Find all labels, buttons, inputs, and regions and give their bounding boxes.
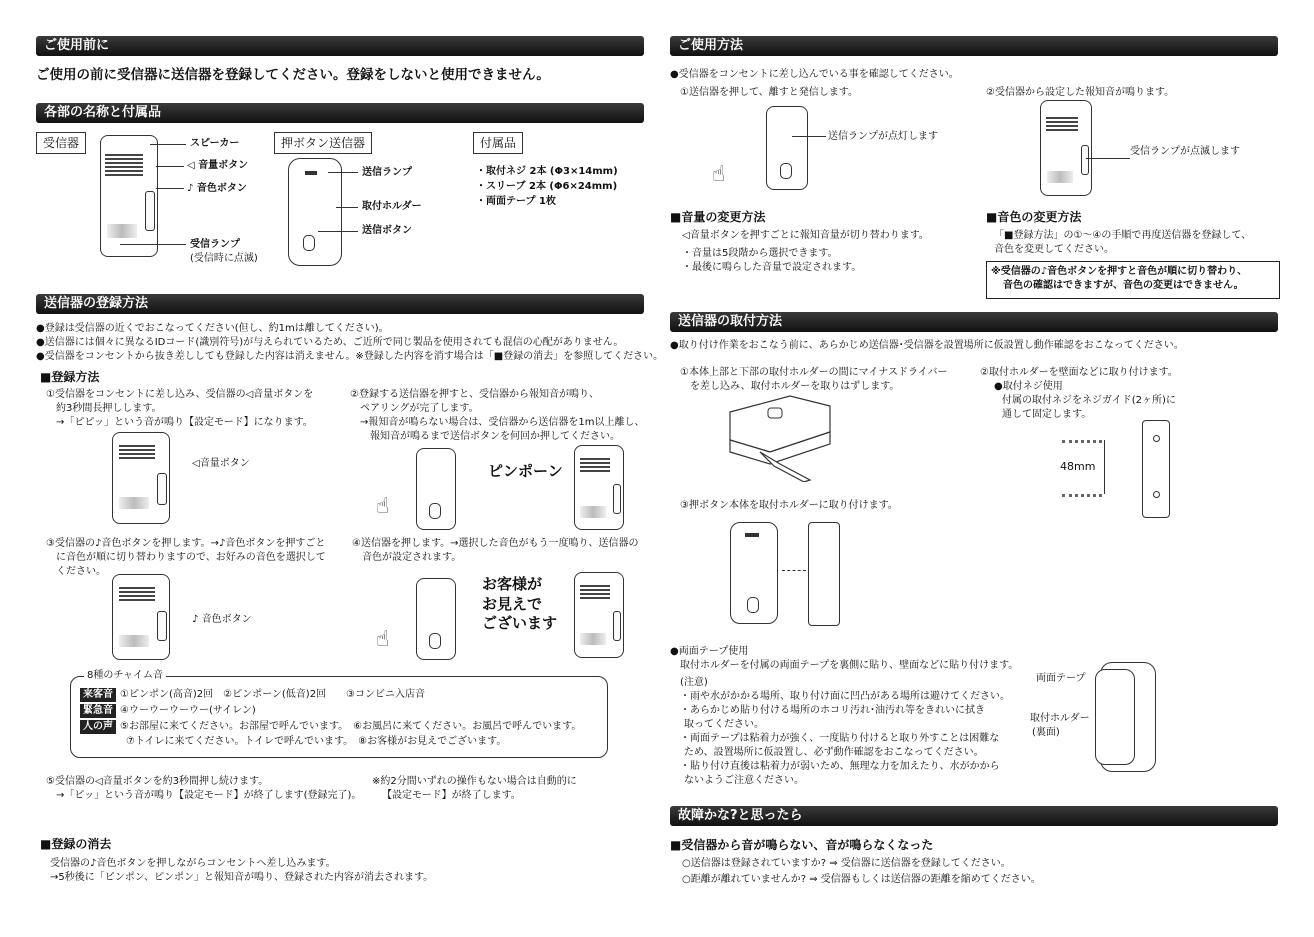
tape-line5: 取ってください。	[684, 719, 764, 730]
tone-note-line1	[991, 265, 1275, 279]
reg-bullet-2: ●送信器には個々に異なるIDコード(識別符号)が与えられているため、ご近所で同じ製品を使用されても混信の心配がありません。	[36, 337, 624, 348]
tape-layer	[1095, 669, 1135, 765]
speaker-label: スピーカー	[190, 138, 240, 149]
tape-line0: ●両面テープ使用	[670, 646, 749, 657]
hand-icon: ☝	[376, 627, 390, 652]
erase-title: ■登録の消去	[40, 837, 112, 851]
registration-header: 送信器の登録方法	[36, 294, 644, 314]
step2-receiver	[574, 445, 624, 530]
accessory-box: 付属品	[473, 132, 523, 154]
step1-line3: →「ピピッ」という音が鳴り【設定モード】になります。	[56, 417, 313, 428]
note-icon: ♪	[192, 614, 199, 625]
reg-bullet-1: ●登録は受信器の近くでおこなってください(但し、約1mは離してください)。	[36, 323, 389, 334]
trouble-item-1: ○送信器は登録されていますか? ⇒ 受信器に送信器を登録してください。	[682, 858, 1011, 869]
step2-line2: ペアリングが完了します。	[360, 403, 479, 414]
step3-label-text: 音色ボタン	[201, 614, 252, 625]
chime-title: 8種のチャイム音	[84, 669, 166, 683]
note-icon: ♪	[90, 858, 97, 869]
chime-tag: 人の声	[80, 720, 116, 734]
screw-guide	[1153, 491, 1160, 498]
usage-step1: ①送信器を押して、離すと発信します。	[680, 87, 858, 98]
speaker-grille	[580, 458, 610, 472]
step3-line3: ください。	[56, 566, 106, 577]
step3-text-a: ③受信器の	[46, 538, 95, 549]
mount-s2-line3: 付属の取付ネジをネジガイド(2ヶ所)に	[1002, 395, 1176, 406]
dimension-label: 48mm	[1060, 460, 1096, 473]
vol-line1	[682, 229, 929, 243]
step3-receiver	[112, 574, 170, 660]
speaker-grille	[119, 445, 155, 459]
chime-row-3	[80, 720, 581, 734]
mount-s1-line2: を差し込み、取付ホルダーを取りはずします。	[690, 381, 900, 392]
pushbutton-box: 押ボタン送信器	[274, 132, 372, 154]
transmit-lamp	[745, 533, 759, 537]
trouble-item-2: ○距離が離れていませんか? ⇒ 受信器もしくは送信器の距離を縮めてください。	[682, 874, 1041, 885]
accessory-3: ・両面テープ 1枚	[476, 196, 556, 207]
chime-tag: 来客音	[80, 688, 116, 702]
receiver-lamp	[1047, 171, 1073, 183]
usage-transmitter	[766, 106, 808, 190]
mount-s2-line4: 通して固定します。	[1002, 409, 1092, 420]
step2-line3: →報知音が鳴らない場合は、受信器から送信器を1m以上離し、	[360, 417, 645, 428]
trouble-header: 故障かな?と思ったら	[670, 806, 1278, 826]
chime-text: ④ウーウーウーウー(サイレン)	[120, 705, 256, 716]
transmit-button	[429, 633, 441, 649]
step1-label	[192, 457, 250, 471]
tone-note-line2: 音色の確認はできますが、音色の変更はできません。	[1003, 279, 1244, 291]
vol-text: 音量ボタンを押すごとに報知音量が切り替わります。	[689, 230, 929, 241]
step2-line4: 報知音が鳴るまで送信ボタンを何回か押してください。	[370, 431, 620, 442]
speaker-grille	[580, 585, 610, 599]
transmit-button	[747, 597, 759, 613]
tape-holder-illustration	[1100, 662, 1156, 772]
tape-line3: ・雨や水がかかる場所、取り付け面に凹凸がある場所は避けてください。	[680, 691, 1010, 702]
chime-row-2	[80, 704, 256, 718]
step2-sound: ピンポーン	[488, 462, 563, 480]
transmit-lamp-label: 送信ランプ	[362, 167, 412, 178]
chime-text: ①ピンポン(高音)2回 ②ピンポーン(低音)2回 ③コンビニ入店音	[120, 689, 426, 700]
mount-s2-line1: ②取付ホルダーを壁面などに取り付けます。	[980, 367, 1178, 378]
reg-bullet-3: ●受信器をコンセントから抜き差ししても登録した内容は消えません。※登録した内容を消す場合は「■登録の消去」を参照してください。	[36, 351, 664, 362]
chime-row-1	[80, 688, 425, 702]
step3-text-b: 音色ボタンを押します。→	[101, 538, 219, 549]
mount-s3: ③押ボタン本体を取付ホルダーに取り付けます。	[680, 500, 898, 511]
step2-transmitter	[416, 448, 456, 530]
transmit-button	[429, 503, 441, 519]
usage-intro: ●受信器をコンセントに差し込んでいる事を確認してください。	[670, 69, 959, 80]
receiver-button-strip	[157, 611, 167, 641]
erase-line1	[50, 857, 336, 871]
step1-text-b: 音量ボタンを	[253, 389, 314, 400]
erase-text-b: 音色ボタンを押しながらコンセントへ差し込みます。	[96, 858, 336, 869]
volume-icon: ◁	[192, 458, 200, 469]
step4-transmitter	[416, 578, 456, 660]
trouble-sub: ■受信器から音が鳴らない、音が鳴らなくなった	[670, 838, 934, 852]
step4-sound	[482, 575, 557, 634]
note-icon: ♪	[187, 183, 194, 194]
step4-receiver	[574, 572, 624, 658]
tone-note-box	[986, 261, 1280, 299]
usage-step2: ②受信器から設定した報知音が鳴ります。	[986, 87, 1175, 98]
screwdriver-illustration	[720, 392, 840, 482]
tape-line4: ・あらかじめ貼り付ける場所のホコリ汚れ･油汚れ等をきれいに拭き	[680, 705, 985, 716]
step2-line1: ②登録する送信器を押すと、受信器から報知音が鳴り、	[350, 389, 599, 400]
accessory-2: ・スリーブ 2本 (Φ6×24mm)	[476, 181, 618, 192]
hand-icon: ☝	[712, 162, 726, 187]
hand-icon: ☝	[376, 494, 390, 519]
step5-line2: →「ピッ」という音が鳴り【設定モード】が終了します(登録完了)。	[56, 790, 362, 801]
step1-receiver	[112, 432, 170, 524]
speaker-grille	[105, 152, 143, 176]
mount-holder	[808, 522, 840, 626]
tape-line1: 取付ホルダーを付属の両面テープを裏側に貼り、壁面などに貼り付けます。	[680, 660, 1019, 671]
volume-icon: ◁	[682, 230, 690, 241]
tone-label-text: 音色ボタン	[196, 183, 247, 194]
step4-sound-2: お見えで	[482, 594, 543, 613]
speaker-grille	[1046, 115, 1078, 131]
volume-icon: ◁	[94, 776, 103, 787]
step3-line1	[46, 537, 325, 551]
receiver-button-strip	[613, 611, 621, 641]
tape-line2: (注意)	[680, 677, 708, 688]
holder-label: 取付ホルダー	[362, 201, 422, 212]
step1-line1	[46, 388, 313, 402]
usage-s2-label: 受信ランプが点滅します	[1130, 146, 1240, 157]
step4-sound-1: お客様が	[482, 575, 543, 593]
tape-line6: ・両面テープは粘着力が強く、一度貼り付けると取り外すことは困難な	[680, 733, 1000, 744]
holder-back-label: 取付ホルダー	[1030, 713, 1090, 724]
vol-title: ■音量の変更方法	[670, 210, 766, 224]
tone-line1: 「■登録方法」の①〜④の手順で再度送信器を登録して、	[994, 230, 1252, 241]
holder-illustration	[1142, 420, 1170, 518]
tone-title: ■音色の変更方法	[986, 210, 1082, 224]
chime-tag: 緊急音	[80, 704, 116, 718]
tone-button-label	[187, 182, 247, 196]
receiver-lamp	[119, 635, 149, 647]
step5-line1	[46, 775, 268, 789]
tape-line8: ・貼り付け直後は粘着力が弱いため、無理な力を加えたり、水がかから	[680, 761, 1000, 772]
usage-s1-label: 送信ランプが点灯します	[828, 131, 938, 142]
tape-line7: ため、設置場所に仮設置し、必ず動作確認をおこなってください。	[684, 747, 984, 758]
mount-s1-line1: ①本体上部と下部の取付ホルダーの間にマイナスドライバー	[680, 367, 948, 378]
receiver-illustration	[100, 135, 158, 257]
step5-text-b: 音量ボタンを約3秒間押し続けます。	[102, 776, 269, 787]
receiver-lamp	[119, 497, 149, 509]
volume-label-text: 音量ボタン	[198, 160, 249, 171]
usage-header: ご使用方法	[670, 36, 1278, 56]
transmitter-illustration	[288, 158, 342, 266]
receiver-button-strip	[145, 191, 155, 231]
receiver-box: 受信器	[36, 132, 86, 154]
transmit-button	[303, 235, 315, 251]
receiver-lamp	[107, 224, 137, 238]
step4-line1: ④送信器を押します。→選択した音色がもう一度鳴り、送信器の	[352, 538, 639, 549]
tape-line9: ないようご注意ください。	[684, 775, 804, 786]
receiver-lamp	[580, 506, 606, 518]
step4-sound-3: ございます	[482, 614, 558, 632]
reg-method-title: ■登録方法	[40, 370, 100, 384]
speaker-grille	[119, 587, 155, 601]
step3-line2: に音色が順に切り替わりますので、お好みの音色を選択して	[56, 552, 326, 563]
note5-line1: ※約2分間いずれの操作もない場合は自動的に	[372, 776, 577, 787]
chime-text: ⑤お部屋に来てください。お部屋で呼んでいます。 ⑥お風呂に来てください。お風呂で呼んでいます。	[120, 721, 582, 732]
step1-line2: 約3秒間長押しします。	[56, 403, 162, 414]
receiver-button-strip	[613, 484, 621, 514]
erase-text-a: 受信器の	[50, 858, 90, 869]
volume-icon: ◁	[245, 389, 254, 400]
tone-line2: 音色を変更してください。	[994, 244, 1114, 255]
tone-note-a: ※受信器の	[991, 266, 1041, 277]
step1-text-a: ①受信器をコンセントに差し込み、受信器の	[46, 389, 246, 400]
accessory-1: ・取付ネジ 2本 (Φ3×14mm)	[476, 166, 618, 177]
note-icon: ♪	[218, 538, 226, 549]
note-icon: ♪	[1040, 266, 1048, 277]
before-use-header: ご使用前に	[36, 36, 644, 56]
transmit-button	[780, 163, 792, 179]
mount-s2-line2: ●取付ネジ使用	[994, 381, 1063, 392]
before-use-lead: ご使用の前に受信器に送信器を登録してください。登録をしないと使用できません。	[36, 67, 550, 83]
receiver-lamp	[580, 633, 606, 645]
usage-receiver	[1040, 100, 1092, 196]
step1-label-text: 音量ボタン	[199, 458, 250, 469]
parts-header: 各部の名称と付属品	[36, 103, 644, 123]
receiver-lamp-note: (受信時に点滅)	[190, 253, 258, 264]
tape-label: 両面テープ	[1036, 673, 1086, 684]
dimension-line	[1104, 440, 1105, 494]
screw-guide	[1153, 435, 1160, 442]
receiver-button-strip	[157, 473, 167, 505]
note-icon: ♪	[94, 538, 102, 549]
mount-arrow	[782, 570, 806, 571]
step3-text-c: 音色ボタンを押すごと	[225, 538, 326, 549]
note5-line2: 【設定モード】が終了します。	[382, 790, 521, 801]
receiver-lamp-label: 受信ランプ	[190, 239, 240, 250]
vol-line3: ・最後に鳴らした音量で設定されます。	[682, 262, 862, 273]
volume-button-label	[187, 159, 248, 173]
receiver-button-strip	[1081, 145, 1089, 175]
step3-label	[192, 613, 252, 627]
mount-header: 送信器の取付方法	[670, 312, 1278, 332]
tone-note-b: 音色ボタンを押すと音色が順に切り替わり、	[1047, 266, 1248, 277]
mount-transmitter	[730, 522, 778, 624]
mount-intro: ●取り付け作業をおこなう前に、あらかじめ送信器･受信器を設置場所に仮設置し動作確認をおこなってください。	[670, 340, 1184, 351]
transmit-lamp	[305, 171, 317, 175]
step5-text-a: ⑤受信器の	[46, 776, 95, 787]
erase-line2: →5秒後に「ピンポン、ピンポン」と報知音が鳴り、登録された内容が消去されます。	[50, 872, 434, 883]
holder-back-note: (裏面)	[1032, 727, 1060, 738]
step4-line2: 音色が設定されます。	[362, 552, 462, 563]
vol-line2: ・音量は5段階から選択できます。	[682, 248, 838, 259]
chime-row-4: ⑦トイレに来てください。トイレで呼んでいます。 ⑧お客様がお見えでございます。	[126, 736, 507, 747]
volume-icon: ◁	[187, 160, 195, 171]
transmit-button-label: 送信ボタン	[362, 225, 412, 236]
